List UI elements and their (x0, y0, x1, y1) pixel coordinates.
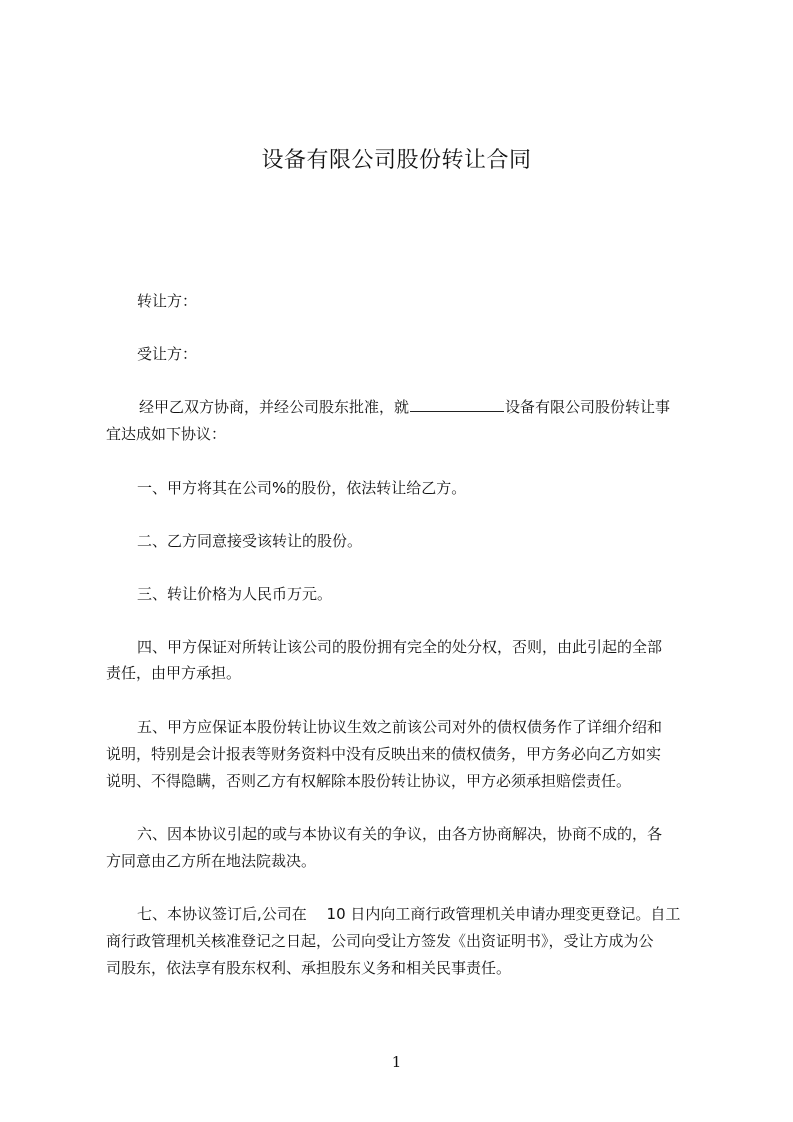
clause-5-line-2: 说明，特别是会计报表等财务资料中没有反映出来的债权债务，甲方务必向乙方如实 (106, 745, 662, 763)
clause-2: 二、乙方同意接受该转让的股份。 (137, 532, 363, 550)
clause-6-line-1: 六、因本协议引起的或与本协议有关的争议，由各方协商解决，协商不成的，各 (137, 825, 663, 843)
page-title: 设备有限公司股份转让合同 (261, 148, 532, 173)
intro-text-part-2: 设备有限公司股份转让事 (505, 398, 671, 416)
clause-6-line-2: 方同意由乙方所在地法院裁决。 (106, 852, 317, 870)
transferor-label: 转让方： (137, 292, 198, 310)
clause-1: 一、甲方将其在公司%的股份，依法转让给乙方。 (137, 479, 467, 497)
clause-7-line-3: 司股东，依法享有股东权利、承担股东义务和相关民事责任。 (106, 959, 512, 977)
page-number: 1 (391, 1053, 402, 1071)
clause-7-line-2: 商行政管理机关核准登记之日起，公司向受让方签发《出资证明书》，受让方成为公 (106, 932, 654, 950)
intro-line-2: 宜达成如下协议： (106, 425, 227, 443)
clause-7-line-1: 七、本协议签订后,公司在 10 日内向工商行政管理机关申请办理变更登记。自工 (137, 905, 681, 923)
company-name-blank (410, 398, 504, 412)
clause-3: 三、转让价格为人民币万元。 (137, 585, 333, 603)
intro-line-1 (139, 396, 670, 418)
clause-5-line-1: 五、甲方应保证本股份转让协议生效之前该公司对外的债权债务作了详细介绍和 (137, 718, 663, 736)
transferee-label: 受让方： (137, 345, 198, 363)
clause-4-line-1: 四、甲方保证对所转让该公司的股份拥有完全的处分权，否则，由此引起的全部 (137, 638, 663, 656)
intro-text-part-1: 经甲乙双方协商，并经公司股东批准，就 (139, 398, 410, 416)
clause-5-line-3: 说明、不得隐瞒，否则乙方有权解除本股份转让协议，甲方必须承担赔偿责任。 (106, 772, 632, 790)
clause-4-line-2: 责任，由甲方承担。 (106, 664, 242, 682)
